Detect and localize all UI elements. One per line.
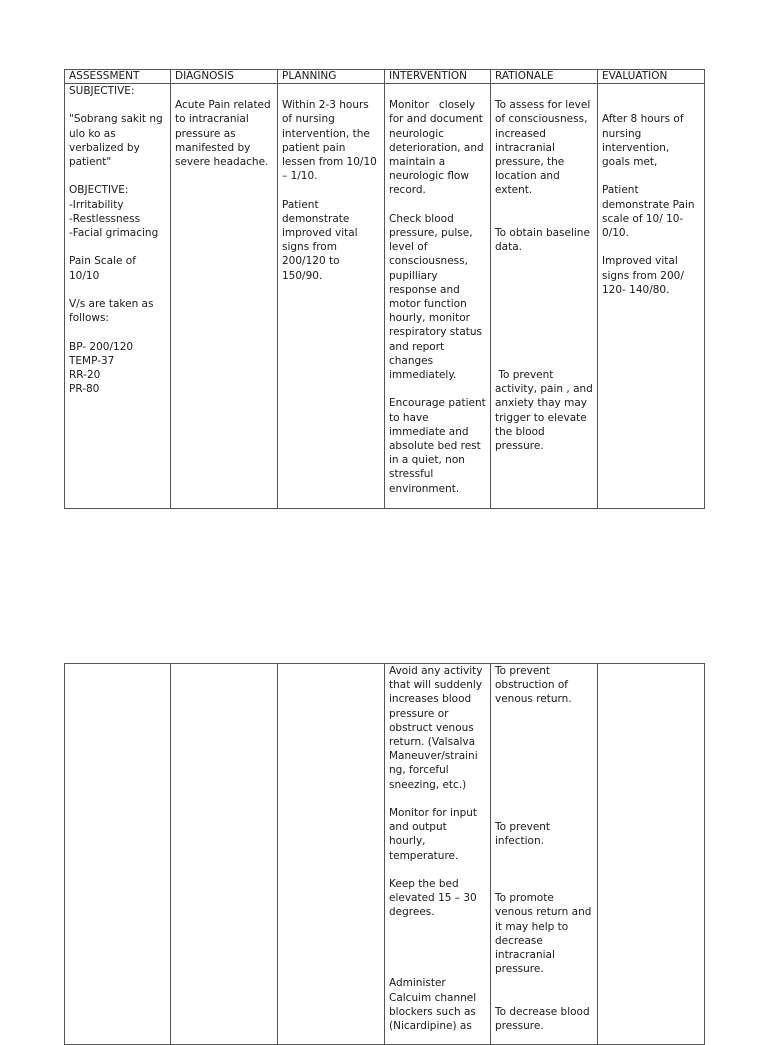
header-intervention: INTERVENTION bbox=[385, 70, 491, 84]
header-planning: PLANNING bbox=[278, 70, 385, 84]
table-row bbox=[65, 664, 705, 1045]
rationale-cell: To prevent obstruction of venous return. To prevent infection. To promote venous return and it may help to decrease intracranial pressure. To decrease blood pressure. bbox=[491, 664, 598, 1045]
evaluation-cell bbox=[598, 664, 705, 1045]
care-plan-table-2 bbox=[64, 663, 705, 1045]
evaluation-cell: After 8 hours of nursing intervention, goals met, Patient demonstrate Pain scale of 10/ 10-0/10. Improved vital signs from 200/ 120- 140/80. bbox=[598, 84, 705, 509]
header-row bbox=[65, 70, 705, 84]
planning-cell bbox=[278, 664, 385, 1045]
header-assessment: ASSESSMENT bbox=[65, 70, 171, 84]
header-evaluation: EVALUATION bbox=[598, 70, 705, 84]
planning-cell: Within 2-3 hours of nursing intervention, the patient pain lessen from 10/10 – 1/10. Patient demonstrate improved vital signs from 200/120 to 150/90. bbox=[278, 84, 385, 509]
assessment-cell bbox=[65, 664, 171, 1045]
diagnosis-cell: Acute Pain related to intracranial pressure as manifested by severe headache. bbox=[171, 84, 278, 509]
table-row bbox=[65, 84, 705, 509]
diagnosis-cell bbox=[171, 664, 278, 1045]
intervention-cell: Monitor closely for and document neurologic deterioration, and maintain a neurologic flow record. Check blood pressure, pulse, level of consciousness, pupilliary response and motor function hourly, monitor respiratory status and report changes immediately. Encourage patient to have immediate and absolute bed rest in a quiet, non stressful environment. bbox=[385, 84, 491, 509]
header-diagnosis: DIAGNOSIS bbox=[171, 70, 278, 84]
rationale-cell: To assess for level of consciousness, increased intracranial pressure, the location and extent. To obtain baseline data. To prevent activity, pain , and anxiety thay may trigger to elevate the blood pressure. bbox=[491, 84, 598, 509]
intervention-cell: Avoid any activity that will suddenly increases blood pressure or obstruct venous return. (Valsalva Maneuver/straini ng, forceful sneezing, etc.) Monitor for input and output hourly, temperature. Keep the bed elevated 15 – 30 degrees. Administer Calcuim channel blockers such as (Nicardipine) as bbox=[385, 664, 491, 1045]
header-rationale: RATIONALE bbox=[491, 70, 598, 84]
assessment-cell: SUBJECTIVE: "Sobrang sakit ng ulo ko as verbalized by patient" OBJECTIVE: -Irritability -Restlessness -Facial grimacing Pain Scale of 10/10 V/s are taken as follows: BP- 200/120 TEMP-37 RR-20 PR-80 bbox=[65, 84, 171, 509]
care-plan-table-1 bbox=[64, 69, 705, 509]
